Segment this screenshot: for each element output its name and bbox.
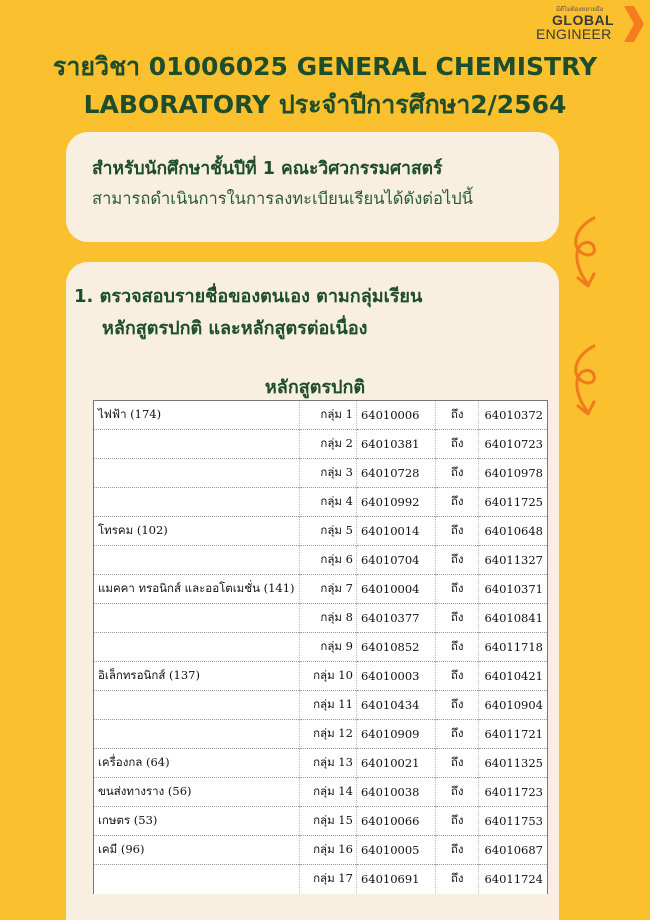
table-row (94, 459, 548, 488)
end-id-cell: 64010687 (479, 836, 548, 865)
start-id-cell: 64010005 (356, 836, 435, 865)
end-id-cell: 64010648 (479, 517, 548, 546)
group-cell: กลุ่ม 11 (299, 691, 356, 720)
group-cell: กลุ่ม 3 (299, 459, 356, 488)
start-id-cell: 64010852 (356, 633, 435, 662)
group-cell: กลุ่ม 1 (299, 401, 356, 430)
range-word-cell: ถึง (436, 633, 479, 662)
group-table (93, 400, 548, 894)
table-row (94, 836, 548, 865)
start-id-cell: 64010377 (356, 604, 435, 633)
section-heading: หลักสูตรปกติ (264, 377, 366, 398)
curly-arrow-icon (566, 214, 606, 294)
step-1-line2: หลักสูตรปกติ และหลักสูตรต่อเนื่อง (102, 318, 368, 339)
group-cell: กลุ่ม 17 (299, 865, 356, 894)
department-cell: เครื่องกล (64) (94, 749, 300, 778)
table-row (94, 430, 548, 459)
end-id-cell: 64010841 (479, 604, 548, 633)
range-word-cell: ถึง (436, 662, 479, 691)
department-cell: โทรคม (102) (94, 517, 300, 546)
range-word-cell: ถึง (436, 807, 479, 836)
start-id-cell: 64010909 (356, 720, 435, 749)
department-cell: แมคคา ทรอนิกส์ และออโตเมชั่น (141) (94, 575, 300, 604)
table-row (94, 604, 548, 633)
end-id-cell: 64010371 (479, 575, 548, 604)
table-row (94, 720, 548, 749)
end-id-cell: 64011753 (479, 807, 548, 836)
end-id-cell: 64011721 (479, 720, 548, 749)
group-cell: กลุ่ม 2 (299, 430, 356, 459)
group-cell: กลุ่ม 4 (299, 488, 356, 517)
department-cell (94, 633, 300, 662)
start-id-cell: 64010006 (356, 401, 435, 430)
start-id-cell: 64010004 (356, 575, 435, 604)
group-cell: กลุ่ม 16 (299, 836, 356, 865)
end-id-cell: 64010372 (479, 401, 548, 430)
range-word-cell: ถึง (436, 459, 479, 488)
chevron-logo-icon (622, 6, 644, 42)
department-cell (94, 459, 300, 488)
group-cell: กลุ่ม 5 (299, 517, 356, 546)
intro-line2: สามารถดำเนินการในการลงทะเบียนเรียนได้ดังต่อไปนี้ (92, 189, 473, 208)
group-cell: กลุ่ม 6 (299, 546, 356, 575)
group-cell: กลุ่ม 14 (299, 778, 356, 807)
start-id-cell: 64010003 (356, 662, 435, 691)
department-cell (94, 604, 300, 633)
table-row (94, 691, 548, 720)
logo-global-text: GLOBAL (552, 12, 615, 28)
table-row (94, 488, 548, 517)
table-row (94, 575, 548, 604)
end-id-cell: 64010978 (479, 459, 548, 488)
start-id-cell: 64010704 (356, 546, 435, 575)
start-id-cell: 64010014 (356, 517, 435, 546)
range-word-cell: ถึง (436, 720, 479, 749)
department-cell: ไฟฟ้า (174) (94, 401, 300, 430)
department-cell (94, 488, 300, 517)
department-cell (94, 430, 300, 459)
step-1-heading (74, 281, 422, 345)
range-word-cell: ถึง (436, 546, 479, 575)
logo-tagline: มีดีไม่ต้องหลายมือ (556, 6, 604, 13)
end-id-cell: 64011327 (479, 546, 548, 575)
table-row (94, 865, 548, 894)
department-cell (94, 865, 300, 894)
end-id-cell: 64011724 (479, 865, 548, 894)
department-cell (94, 720, 300, 749)
table-row (94, 749, 548, 778)
group-cell: กลุ่ม 7 (299, 575, 356, 604)
range-word-cell: ถึง (436, 778, 479, 807)
range-word-cell: ถึง (436, 517, 479, 546)
group-cell: กลุ่ม 12 (299, 720, 356, 749)
end-id-cell: 64011723 (479, 778, 548, 807)
intro-card (66, 132, 559, 242)
range-word-cell: ถึง (436, 691, 479, 720)
table-row (94, 778, 548, 807)
start-id-cell: 64010434 (356, 691, 435, 720)
group-cell: กลุ่ม 13 (299, 749, 356, 778)
range-word-cell: ถึง (436, 749, 479, 778)
range-word-cell: ถึง (436, 488, 479, 517)
range-word-cell: ถึง (436, 865, 479, 894)
department-cell: เกษตร (53) (94, 807, 300, 836)
end-id-cell: 64010421 (479, 662, 548, 691)
range-word-cell: ถึง (436, 575, 479, 604)
range-word-cell: ถึง (436, 401, 479, 430)
group-cell: กลุ่ม 8 (299, 604, 356, 633)
table-row (94, 517, 548, 546)
end-id-cell: 64011325 (479, 749, 548, 778)
page-title-line1: รายวิชา 01006025 GENERAL CHEMISTRY (52, 52, 598, 81)
group-table-body (94, 401, 548, 894)
table-row (94, 633, 548, 662)
range-word-cell: ถึง (436, 836, 479, 865)
page-title (0, 48, 650, 124)
department-cell: อิเล็กทรอนิกส์ (137) (94, 662, 300, 691)
table-row (94, 662, 548, 691)
end-id-cell: 64011725 (479, 488, 548, 517)
end-id-cell: 64010904 (479, 691, 548, 720)
table-row (94, 401, 548, 430)
department-cell (94, 546, 300, 575)
table-row (94, 546, 548, 575)
logo-engineer-text: ENGINEER (536, 26, 612, 42)
range-word-cell: ถึง (436, 604, 479, 633)
department-cell (94, 691, 300, 720)
start-id-cell: 64010021 (356, 749, 435, 778)
start-id-cell: 64010038 (356, 778, 435, 807)
intro-line1: สำหรับนักศึกษาชั้นปีที่ 1 คณะวิศวกรรมศาสตร์ (92, 159, 443, 179)
department-cell: ขนส่งทางราง (56) (94, 778, 300, 807)
group-cell: กลุ่ม 9 (299, 633, 356, 662)
global-engineer-logo (534, 4, 644, 44)
step-1-line1: 1. ตรวจสอบรายชื่อของตนเอง ตามกลุ่มเรียน (74, 286, 423, 307)
range-word-cell: ถึง (436, 430, 479, 459)
start-id-cell: 64010691 (356, 865, 435, 894)
start-id-cell: 64010066 (356, 807, 435, 836)
page-title-line2: LABORATORY ประจำปีการศึกษา2/2564 (83, 90, 567, 119)
group-cell: กลุ่ม 15 (299, 807, 356, 836)
end-id-cell: 64011718 (479, 633, 548, 662)
department-cell: เคมี (96) (94, 836, 300, 865)
end-id-cell: 64010723 (479, 430, 548, 459)
start-id-cell: 64010381 (356, 430, 435, 459)
start-id-cell: 64010992 (356, 488, 435, 517)
table-row (94, 807, 548, 836)
start-id-cell: 64010728 (356, 459, 435, 488)
group-cell: กลุ่ม 10 (299, 662, 356, 691)
